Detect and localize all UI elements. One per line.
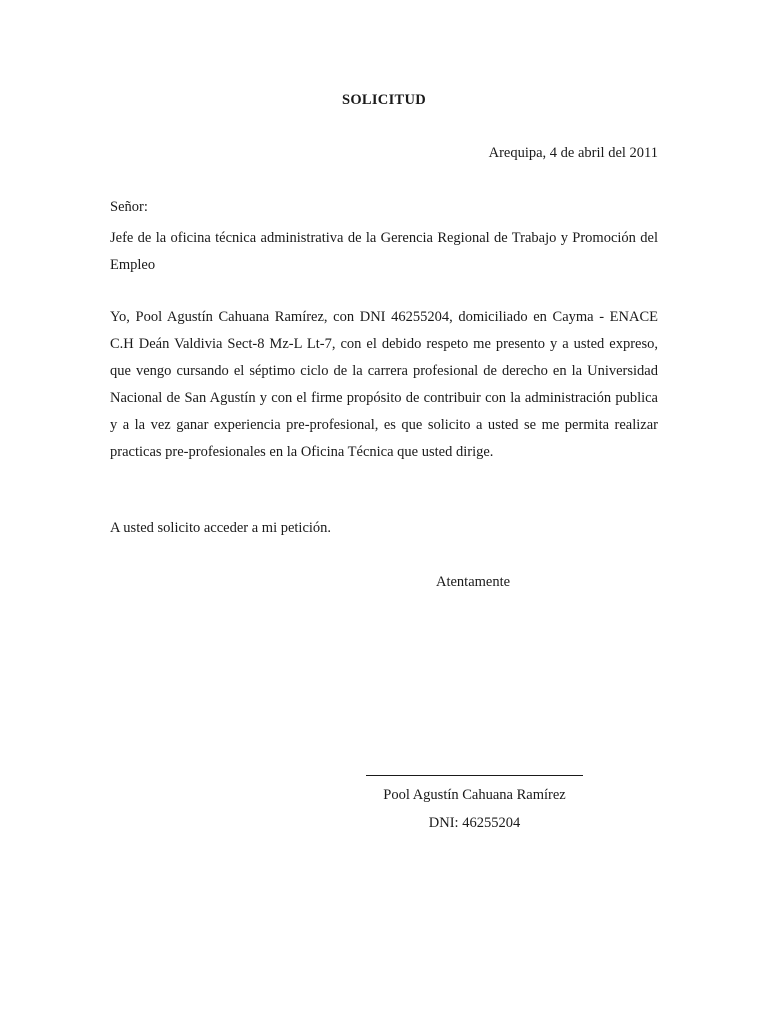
signature-line	[366, 775, 583, 776]
body-paragraph: Yo, Pool Agustín Cahuana Ramírez, con DNI 46255204, domiciliado en Cayma - ENACE C.H Deán Valdivia Sect-8 Mz-L Lt-7, con el debido respeto me presento y a usted expreso, que vengo cursando el séptimo ciclo de la carrera profesional de derecho en la Universidad Nacional de San Agustín y con el firme propósito de contribuir con la administración publica y a la vez ganar experiencia pre-profesional, es que solicito a usted se me permita realizar practicas pre-profesionales en la Oficina Técnica que usted dirige.	[110, 309, 658, 460]
dni-label: DNI:	[428, 815, 459, 831]
signature-dni	[366, 815, 583, 832]
recipient-line: Jefe de la oficina técnica administrativa de la Gerencia Regional de Trabajo y Promoción del Empleo	[110, 230, 658, 273]
document-date: Arequipa, 4 de abril del 2011	[488, 145, 658, 161]
dni-value: 46255204	[462, 815, 521, 831]
signature-name: Pool Agustín Cahuana Ramírez	[383, 787, 566, 803]
document-title: SOLICITUD	[341, 92, 427, 108]
closing-request: A usted solicito acceder a mi petición.	[110, 520, 332, 536]
salutation: Señor:	[110, 199, 148, 215]
regards: Atentamente	[436, 574, 511, 590]
